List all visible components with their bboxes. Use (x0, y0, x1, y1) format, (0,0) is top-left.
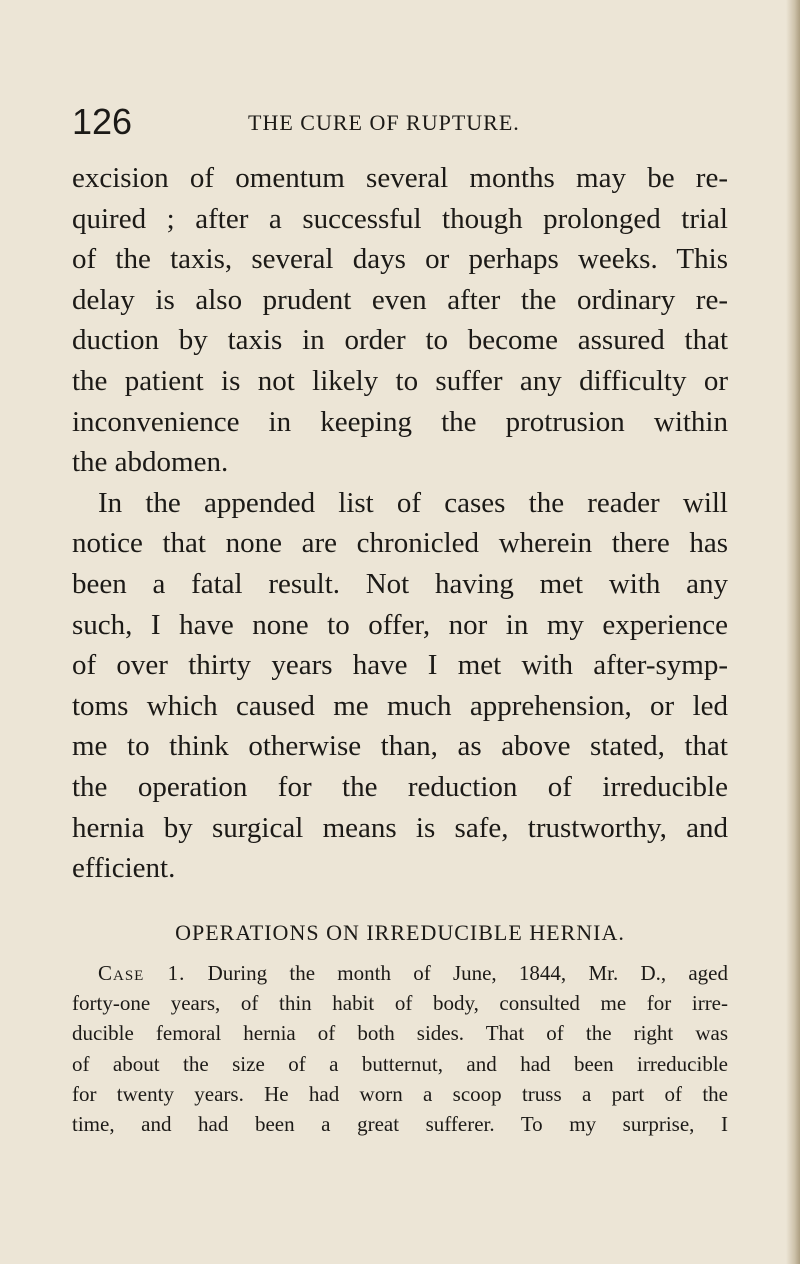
text-line: hernia by surgical means is safe, trustworthy, and (72, 811, 728, 844)
text-line: the patient is not likely to suffer any difficulty or (72, 364, 728, 397)
case-line: ducible femoral hernia of both sides. That of the right was (72, 1021, 728, 1046)
case-first-line-text: During the month of June, 1844, Mr. D., aged (207, 961, 729, 985)
text-line: notice that none are chronicled wherein there has (72, 527, 728, 560)
case-line: of about the size of a butternut, and had been irreducible (72, 1051, 728, 1076)
text-line: efficient. (72, 852, 176, 885)
text-line: the abdomen. (72, 446, 229, 479)
case-1 (72, 958, 728, 1139)
text-line: quired ; after a successful though prolonged trial (72, 202, 728, 235)
page-number: 126 (72, 101, 133, 142)
text-line: been a fatal result. Not having met with any (72, 567, 728, 600)
paragraph-1 (72, 158, 728, 483)
text-line: of the taxis, several days or perhaps weeks. This (72, 243, 728, 276)
page-edge-shadow (786, 0, 800, 1264)
section-heading: OPERATIONS ON IRREDUCIBLE HERNIA. (175, 920, 625, 945)
text-line: excision of omentum several months may be re- (72, 162, 728, 194)
case-first-line (72, 958, 728, 988)
case-line: time, and had been a great sufferer. To my surprise, I (72, 1111, 728, 1136)
running-head (72, 102, 722, 142)
text-line: In the appended list of cases the reader will (98, 486, 728, 519)
text-line: the operation for the reduction of irreducible (72, 770, 728, 803)
text-line: me to think otherwise than, as above stated, that (72, 730, 728, 763)
paragraph-2 (72, 483, 728, 889)
body-text (72, 158, 728, 889)
text-line: such, I have none to offer, nor in my experience (72, 608, 728, 641)
text-line: of over thirty years have I met with after-symp- (72, 649, 728, 682)
case-line: for twenty years. He had worn a scoop truss a part of the (72, 1081, 728, 1106)
case-label: Case 1. (98, 961, 186, 985)
text-line: delay is also prudent even after the ordinary re- (72, 283, 728, 316)
text-line: toms which caused me much apprehension, or led (72, 689, 728, 722)
case-line: forty-one years, of thin habit of body, consulted me for irre- (72, 991, 728, 1016)
running-head-title: THE CURE OF RUPTURE. (248, 110, 520, 135)
text-line: duction by taxis in order to become assured that (72, 324, 728, 357)
text-line: inconvenience in keeping the protrusion within (72, 405, 728, 438)
